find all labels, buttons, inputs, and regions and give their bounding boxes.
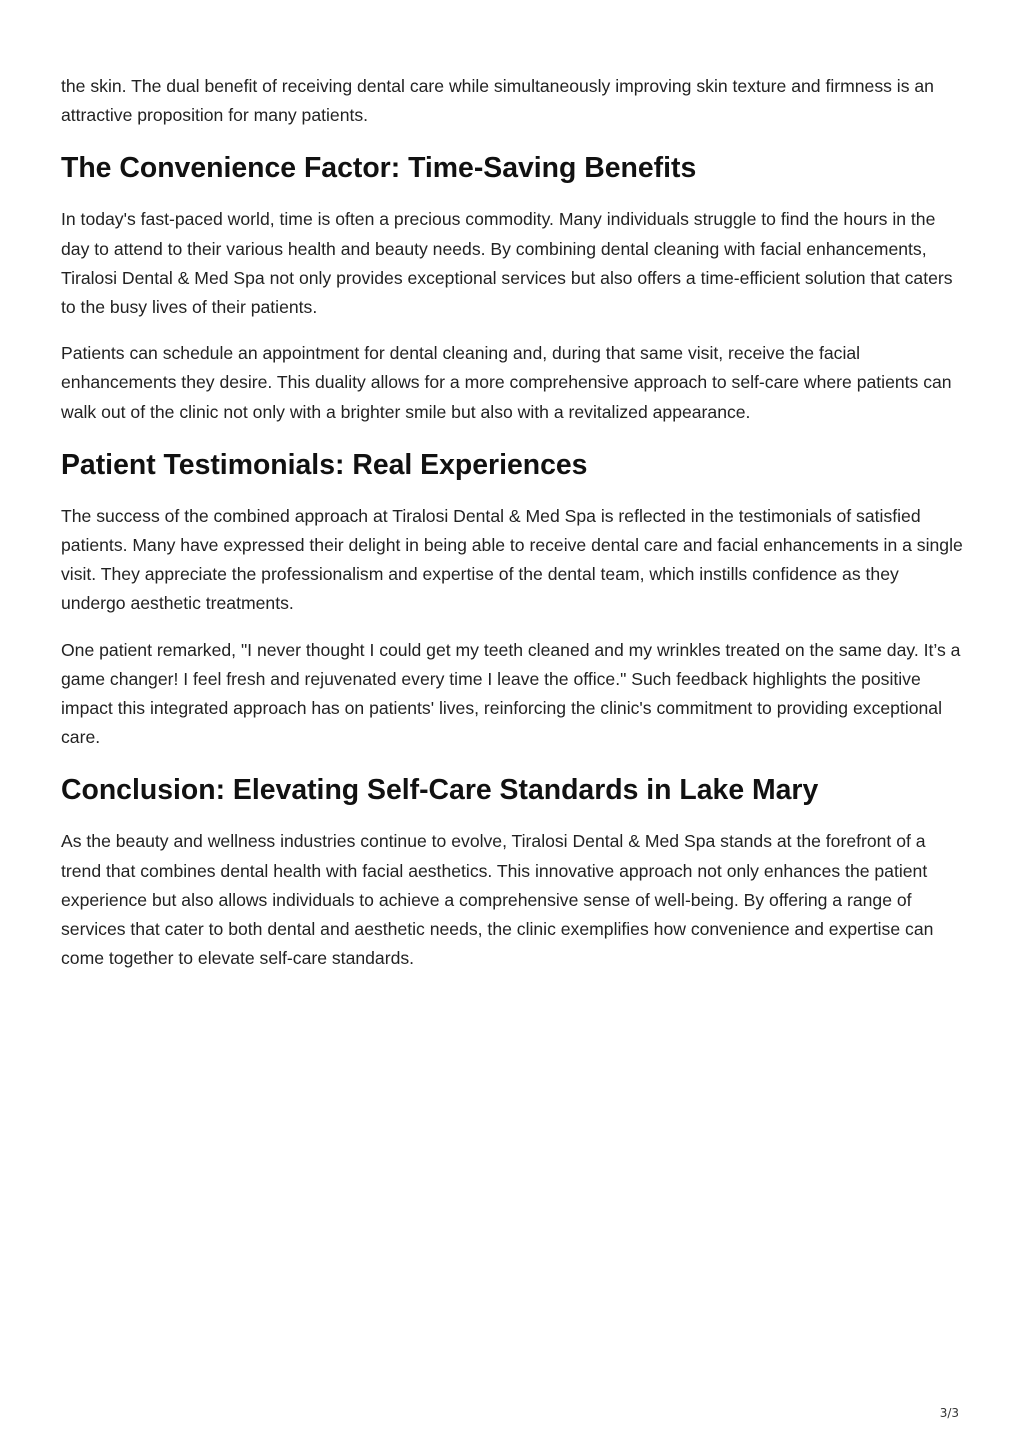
- testimonials-paragraph-1: The success of the combined approach at Tiralosi Dental & Med Spa is reflected in the testimonials of satisfied patients. Many have expressed their delight in being able to receive dental care and facial enhancements in a single visit. They appreciate the professionalism and expertise of the dental team, which instills confidence as they undergo aesthetic treatments.: [61, 505, 963, 614]
- conclusion-paragraph: As the beauty and wellness industries continue to evolve, Tiralosi Dental & Med Spa stands at the forefront of a trend that combines dental health with facial aesthetics. This innovative approach not only enhances the patient experience but also allows individuals to achieve a comprehensive sense of well-being. By offering a range of services that cater to both dental and aesthetic needs, the clinic exemplifies how convenience and expertise can come together to elevate self-care standards.: [61, 831, 934, 969]
- document-page: [61, 72, 967, 990]
- section-heading-conclusion: Conclusion: Elevating Self-Care Standards in Lake Mary: [61, 774, 819, 807]
- convenience-paragraph-2: Patients can schedule an appointment for dental cleaning and, during that same visit, receive the facial enhancements they desire. This duality allows for a more comprehensive approach to self-care where patients can walk out of the clinic not only with a brighter smile but also with a revitalized appearance.: [61, 343, 952, 422]
- section-heading-convenience: The Convenience Factor: Time-Saving Benefits: [61, 152, 697, 185]
- intro-paragraph: the skin. The dual benefit of receiving dental care while simultaneously improving skin texture and firmness is an attractive proposition for many patients.: [61, 76, 934, 126]
- convenience-paragraph-1: In today's fast-paced world, time is often a precious commodity. Many individuals struggle to find the hours in the day to attend to their various health and beauty needs. By combining dental cleaning with facial enhancements, Tiralosi Dental & Med Spa not only provides exceptional services but also offers a time-efficient solution that caters to the busy lives of their patients.: [61, 209, 953, 318]
- testimonials-paragraph-2: One patient remarked, "I never thought I could get my teeth cleaned and my wrinkles treated on the same day. It’s a game changer! I feel fresh and rejuvenated every time I leave the office." Such feedback highlights the positive impact this integrated approach has on patients' lives, reinforcing the clinic's commitment to providing exceptional care.: [61, 639, 961, 748]
- section-heading-testimonials: Patient Testimonials: Real Experiences: [61, 448, 588, 481]
- page-number: 3/3: [939, 1406, 959, 1420]
